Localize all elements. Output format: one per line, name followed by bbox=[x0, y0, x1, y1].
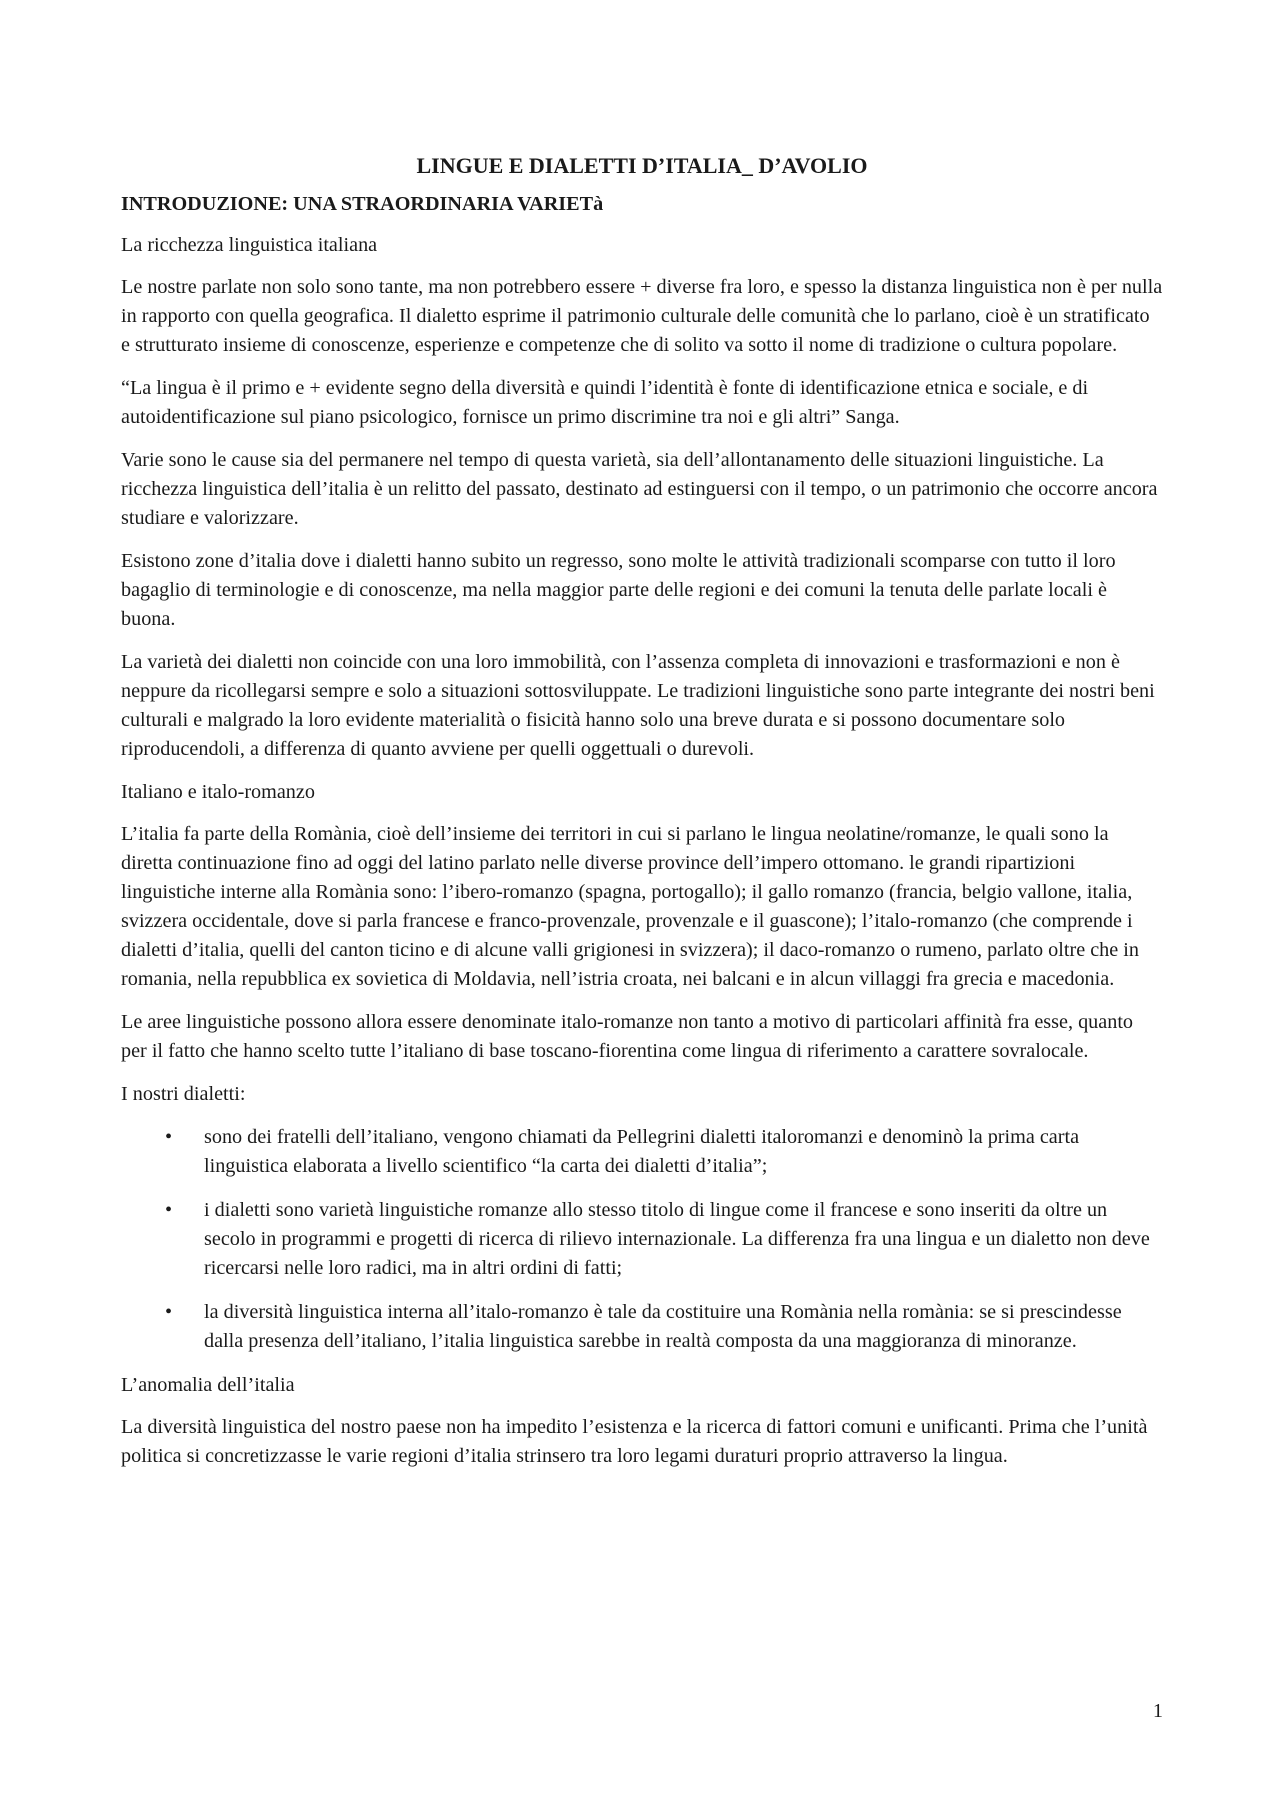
paragraph-quote-sanga: “La lingua è il primo e + evidente segno della diversità e quindi l’identità è fonte di identificazione etnica e sociale, e di autoidentificazione sul piano psicologico, fornisce un primo discrimine tra noi e gli altri” Sanga. bbox=[121, 377, 1089, 428]
document-title: LINGUE E DIALETTI D’ITALIA_ D’AVOLIO bbox=[416, 153, 868, 178]
paragraph: Le aree linguistiche possono allora essere denominate italo-romanze non tanto a motivo di particolari affinità fra esse, quanto per il fatto che hanno scelto tutte l’italiano di base toscano-fiorentina come lingua di riferimento a carattere sovralocale. bbox=[121, 1011, 1134, 1062]
list-item-text: la diversità linguistica interna all’italo-romanzo è tale da costituire una Romània nella romània: se si prescindesse dalla presenza dell’italiano, l’italia linguistica sarebbe in realtà composta da una maggioranza di minoranze. bbox=[204, 1301, 1122, 1352]
section-heading-ricchezza: La ricchezza linguistica italiana bbox=[121, 234, 378, 256]
list-item-text: i dialetti sono varietà linguistiche romanze allo stesso titolo di lingue come il francese e sono inseriti da oltre un secolo in programmi e progetti di ricerca di rilievo internazionale. La differenza fra una lingua e un dialetto non deve ricercarsi nelle loro radici, ma in altri ordini di fatti; bbox=[204, 1199, 1150, 1279]
paragraph: L’italia fa parte della Romània, cioè dell’insieme dei territori in cui si parlano le lingua neolatine/romanze, le quali sono la diretta continuazione fino ad oggi del latino parlato nelle diverse province dell’impero ottomano. le grandi ripartizioni linguistiche interne alla Romània sono: l’ibero-romanzo (spagna, portogallo); il gallo romanzo (francia, belgio vallone, italia, svizzera occidentale, dove si parla francese e franco-provenzale, provenzale e il guascone); l’italo-romanzo (che comprende i dialetti d’italia, quelli del canton ticino e di alcune valli grigionesi in svizzera); il daco-romanzo o rumeno, parlato oltre che in romania, nella repubblica ex sovietica di Moldavia, nell’istria croata, nei balcani e in alcun villaggi fra grecia e macedonia. bbox=[121, 823, 1139, 990]
list-item bbox=[121, 1298, 1163, 1356]
paragraph: Le nostre parlate non solo sono tante, ma non potrebbero essere + diverse fra loro, e spesso la distanza linguistica non è per nulla in rapporto con quella geografica. Il dialetto esprime il patrimonio culturale delle comunità che lo parlano, cioè è un stratificato e strutturato insieme di conoscenze, esperienze e competenze che di solito va sotto il nome di tradizione o cultura popolare. bbox=[121, 276, 1163, 356]
paragraph: Esistono zone d’italia dove i dialetti hanno subito un regresso, sono molte le attività tradizionali scomparse con tutto il loro bagaglio di terminologie e di conoscenze, ma nella maggior parte delle regioni e dei comuni la tenuta delle parlate locali è buona. bbox=[121, 550, 1116, 630]
paragraph: La diversità linguistica del nostro paese non ha impedito l’esistenza e la ricerca di fattori comuni e unificanti. Prima che l’unità politica si concretizzasse le varie regioni d’italia strinsero tra loro legami duraturi proprio attraverso la lingua. bbox=[121, 1416, 1148, 1467]
introduction-heading: INTRODUZIONE: UNA STRAORDINARIA VARIETà bbox=[121, 193, 604, 215]
paragraph: Varie sono le cause sia del permanere nel tempo di questa varietà, sia dell’allontanamento delle situazioni linguistiche. La ricchezza linguistica dell’italia è un relitto del passato, destinato ad estinguersi con il tempo, o un patrimonio che occorre ancora studiare e valorizzare. bbox=[121, 449, 1158, 529]
paragraph: La varietà dei dialetti non coincide con una loro immobilità, con l’assenza completa di innovazioni e trasformazioni e non è neppure da ricollegarsi sempre e solo a situazioni sottosviluppate. Le tradizioni linguistiche sono parte integrante dei nostri beni culturali e malgrado la loro evidente materialità o fisicità hanno solo una breve durata e si possono documentare solo riproducendoli, a differenza di quanto avviene per quelli oggettuali o durevoli. bbox=[121, 651, 1155, 760]
section-heading-italo-romanzo: Italiano e italo-romanzo bbox=[121, 781, 315, 803]
bullet-list bbox=[121, 1123, 1163, 1356]
section-heading-anomalia: L’anomalia dell’italia bbox=[121, 1374, 295, 1396]
list-item-text: sono dei fratelli dell’italiano, vengono chiamati da Pellegrini dialetti italoromanzi e denominò la prima carta linguistica elaborata a livello scientifico “la carta dei dialetti d’italia”; bbox=[204, 1126, 1080, 1177]
bullet-icon: • bbox=[165, 1301, 173, 1323]
page-number: 1 bbox=[1152, 1700, 1163, 1722]
list-item bbox=[121, 1196, 1163, 1283]
document-body bbox=[121, 150, 1163, 1485]
paragraph-list-intro: I nostri dialetti: bbox=[121, 1083, 246, 1105]
bullet-icon: • bbox=[165, 1126, 173, 1148]
bullet-icon: • bbox=[165, 1199, 173, 1221]
list-item bbox=[121, 1123, 1163, 1181]
